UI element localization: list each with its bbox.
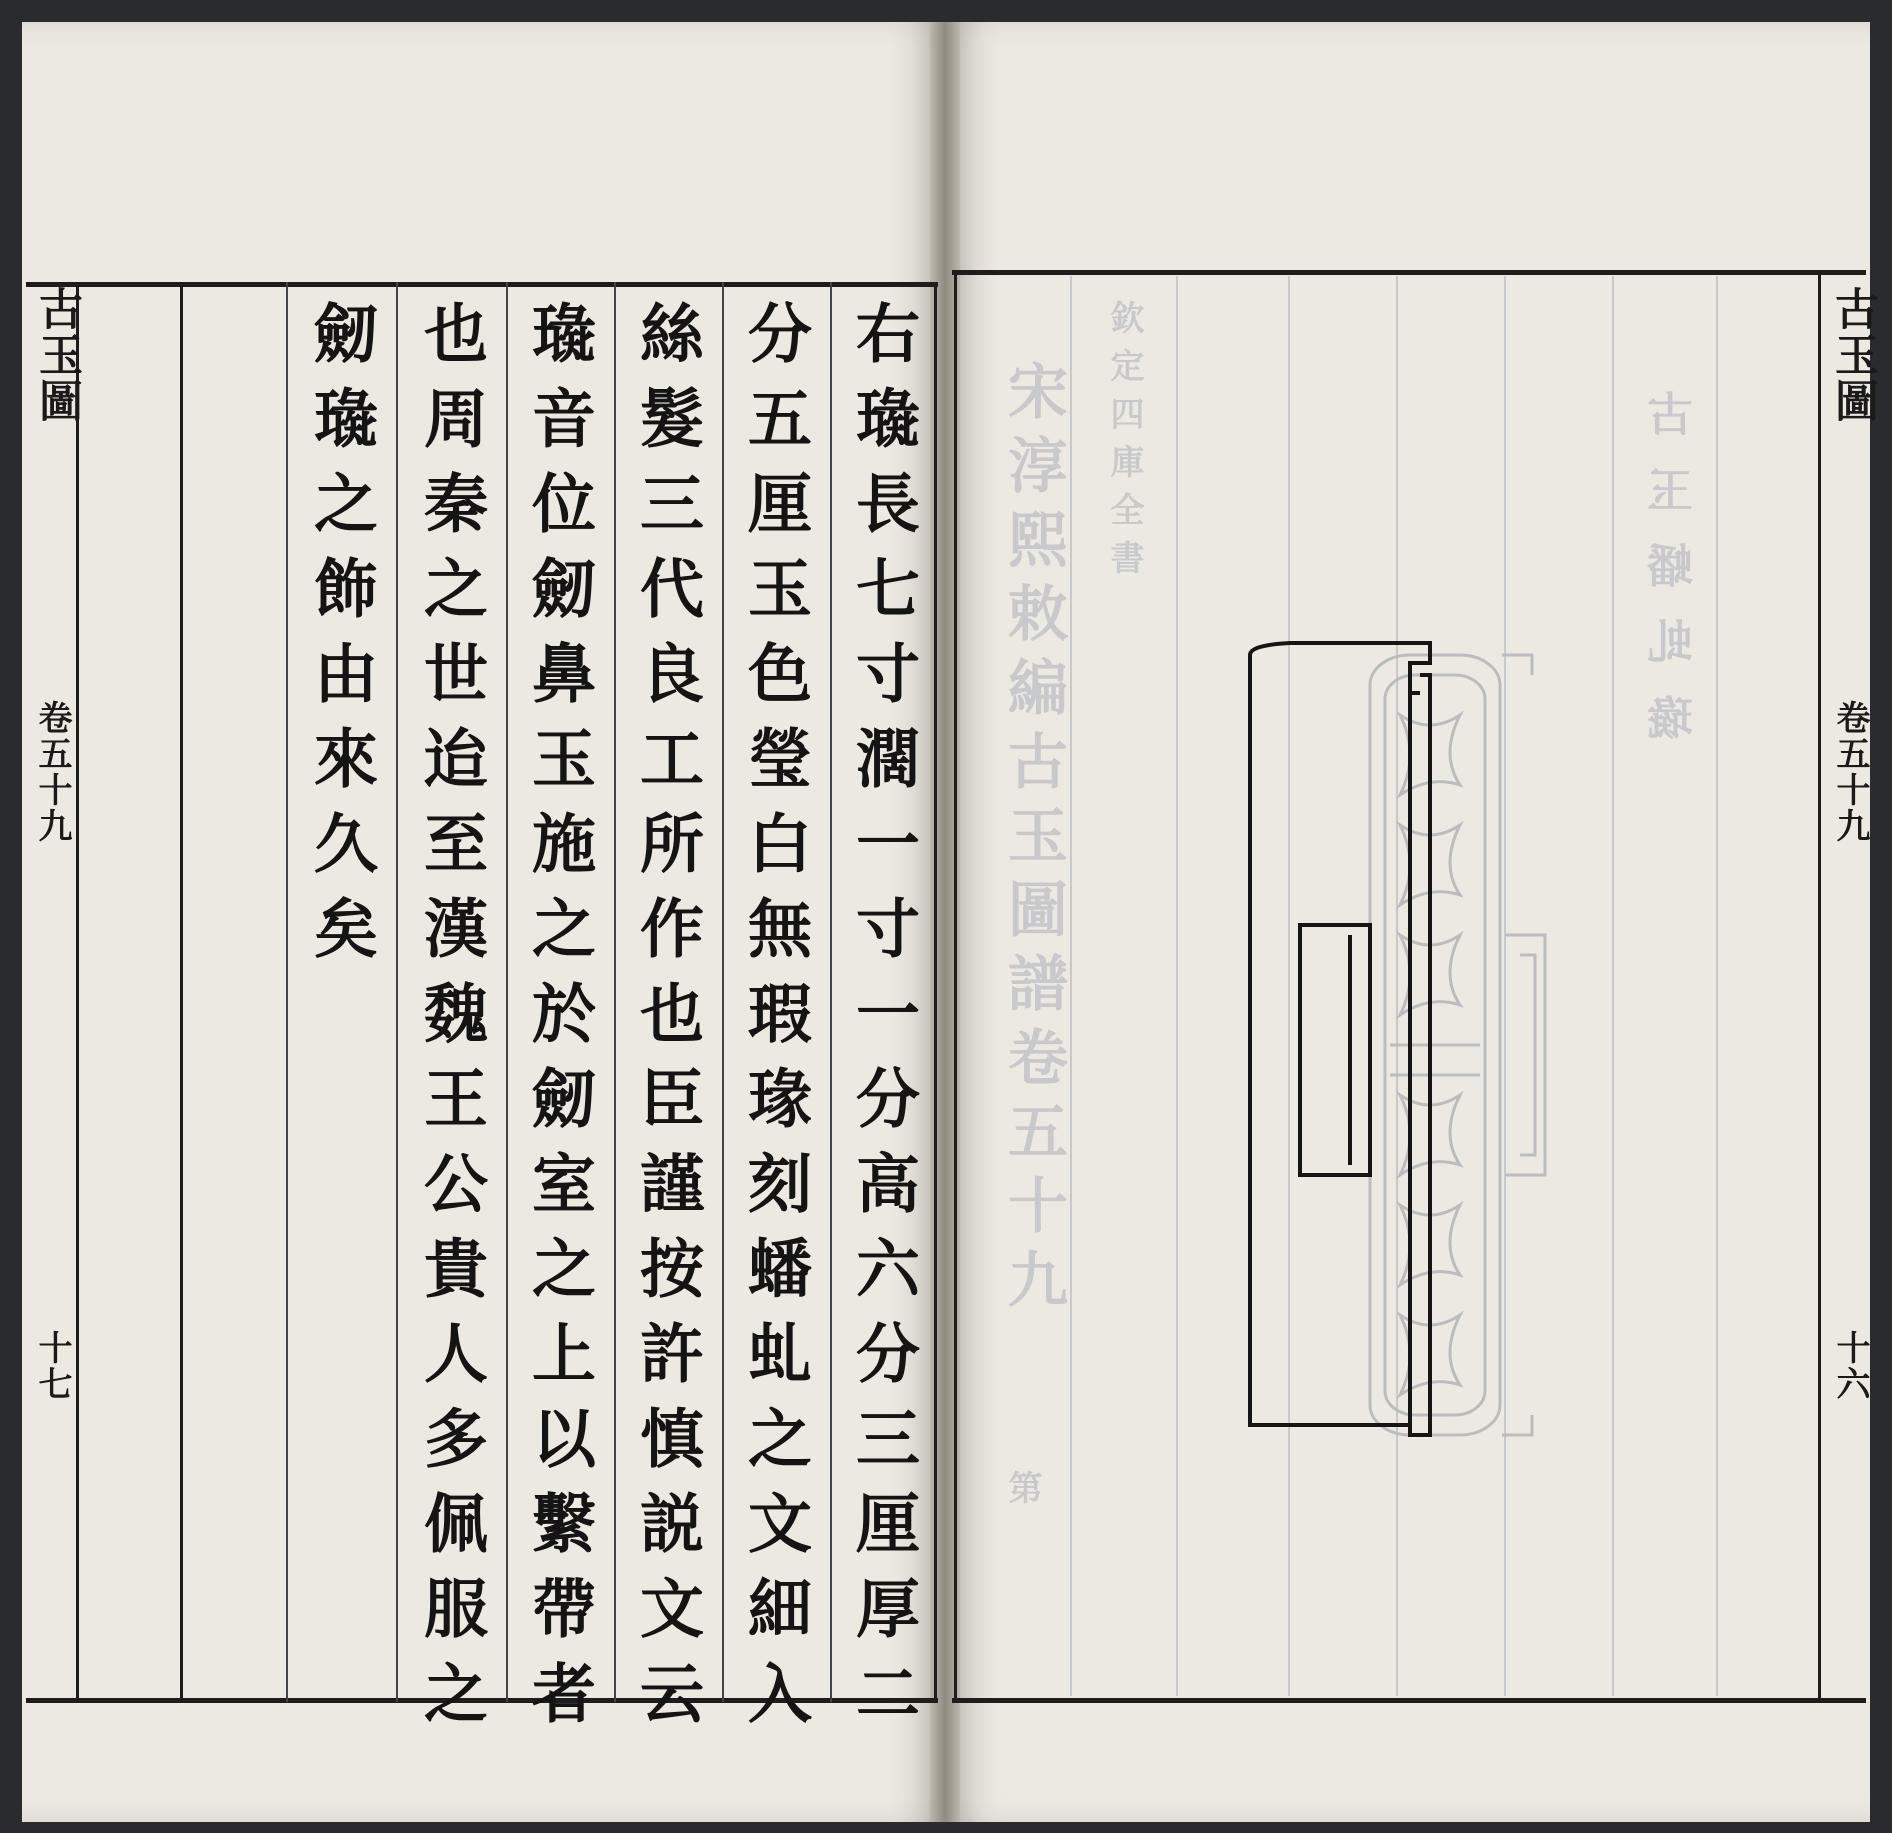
text-column-6: 劒璏之飾由來久矣 (303, 300, 378, 980)
left-fishtail-line (76, 282, 79, 1702)
carved-face-drawing (1370, 655, 1545, 1435)
bleed-text-heading: 宋淳熙敕編古玉圖譜卷五十九 (998, 360, 1068, 1322)
text-column-2: 分五厘玉色瑩白無瑕瑑刻蟠虬之文細入 (737, 300, 812, 1745)
right-bleed-rule-6 (1612, 276, 1614, 1696)
bleed-text-caption: 古玉蟠虬璏 (1646, 390, 1700, 770)
left-margin-volume: 卷五十九 (32, 700, 72, 844)
left-rule-2 (286, 282, 288, 1702)
left-rule-5 (614, 282, 616, 1702)
left-rule-3 (396, 282, 398, 1702)
right-margin-volume: 卷五十九 (1830, 700, 1870, 844)
left-rule-4 (506, 282, 508, 1702)
right-bleed-rule-2 (1176, 276, 1178, 1696)
right-outer-border (954, 270, 957, 1702)
left-rule-6 (722, 282, 724, 1702)
text-column-5: 也周秦之世迨至漢魏王公貴人多佩服之 (413, 300, 488, 1745)
text-column-1: 右璏長七寸濶一寸一分高六分三厘厚二 (845, 300, 920, 1745)
text-column-4: 璏音位劒鼻玉施之於劒室之上以繫帶者 (521, 300, 596, 1745)
right-margin-title: 古玉圖 (1827, 286, 1878, 424)
right-fishtail-line (1818, 270, 1821, 1702)
bleed-text-mark: 第 (1002, 1470, 1042, 1518)
left-margin-folio: 十七 (32, 1330, 72, 1402)
left-top-rule (26, 282, 938, 287)
jade-scabbard-slide-illustration (1240, 635, 1600, 1455)
left-margin-title: 古玉圖 (31, 286, 82, 424)
right-bottom-rule (952, 1698, 1866, 1703)
right-margin-folio: 十六 (1830, 1330, 1870, 1402)
right-top-rule (952, 270, 1866, 275)
text-column-3: 絲髮三代良工所作也臣謹按許慎説文云 (629, 300, 704, 1745)
right-bleed-rule-7 (1716, 276, 1718, 1696)
left-outer-border (934, 282, 937, 1702)
left-rule-7 (830, 282, 832, 1702)
left-rule-1 (180, 282, 183, 1702)
bleed-text-library: 欽定四庫全書 (1104, 300, 1144, 588)
